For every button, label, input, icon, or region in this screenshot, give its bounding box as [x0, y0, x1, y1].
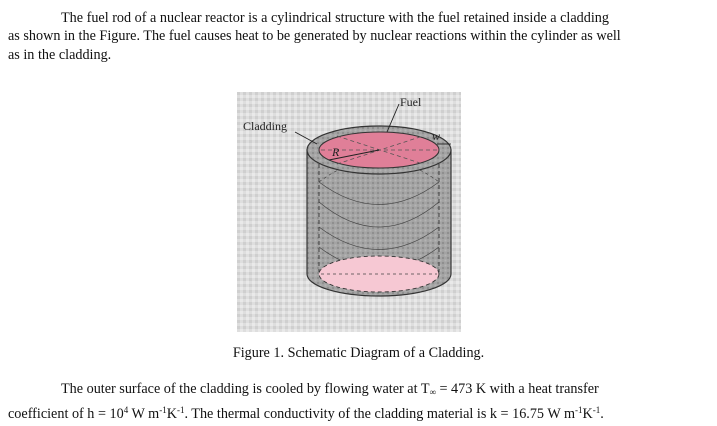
intro-line-2: as shown in the Figure. The fuel causes heat to be generated by nuclear reactions within the cylinder as well	[8, 28, 621, 45]
width-label: w	[432, 129, 441, 143]
cladding-label: Cladding	[243, 119, 287, 133]
intro-paragraph	[8, 9, 708, 64]
figure-caption: Figure 1. Schematic Diagram of a Cladding.	[232, 345, 485, 361]
intro-line-1: The fuel rod of a nuclear reactor is a cylindrical structure with the fuel retained inside a cladding	[61, 10, 609, 26]
radius-label: R	[332, 145, 340, 159]
bottom-fuel-ellipse	[319, 256, 439, 292]
conditions-line-1: The outer surface of the cladding is cooled by flowing water at $T_\infty = 473$ K with a heat transfer	[61, 381, 599, 397]
fuel-label: Fuel	[400, 95, 422, 109]
intro-line-3: as in the cladding.	[8, 46, 112, 63]
conditions-line-2: coefficient of $h = 10^4$ W $m^{-1}K^{-1}$. The thermal conductivity of the cladding material is k = 16.75 W $m^{-1}K^{-1}$.	[8, 405, 604, 423]
cladding-diagram	[237, 92, 461, 332]
cladding-figure	[237, 92, 461, 332]
conditions-paragraph	[8, 380, 708, 424]
